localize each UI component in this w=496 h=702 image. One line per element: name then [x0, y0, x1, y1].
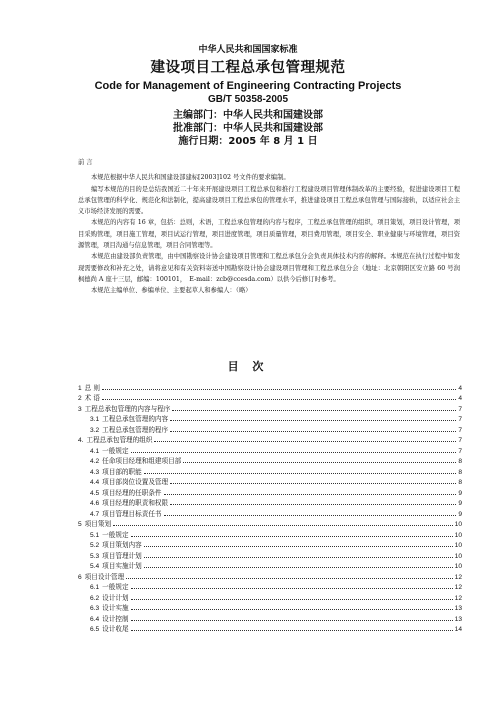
- toc-entry-page: 14: [454, 626, 462, 633]
- toc-entry-label: 设计实施: [102, 604, 129, 612]
- toc-dot-leader: [113, 524, 453, 526]
- preface-paragraph: 本规范由建设部负责管理，由中国勘察设计协会建设项目管理和工程总承包分会负责具体技术内容的解释。本规范在执行过程中如发现需要修改和补充之处，请将意见和有关资料寄送中国勘察设计协会建设项目管理和工程总承包分会（地址：北京朝阳区安立路 60 号润枫德尚 A 座十三层，邮编：100101， E-mail：zcb@ccesda.com）以供今后修订时参考。: [78, 253, 460, 283]
- toc-entry-number: 4.7: [90, 510, 100, 518]
- toc-dot-leader: [170, 482, 456, 484]
- toc-dot-leader: [144, 556, 453, 558]
- toc-entry-number: 5.2: [90, 542, 100, 549]
- toc-dot-leader: [170, 503, 456, 505]
- toc-entry-label: 项目经理的任职条件: [102, 488, 162, 497]
- toc-entry[interactable]: [78, 434, 462, 445]
- toc-entry-number: 4.6: [90, 500, 100, 507]
- toc-entry[interactable]: [78, 507, 462, 518]
- toc-entry-label: 任命项目经理和组建项目部: [102, 457, 182, 465]
- toc-entry-page: 7: [458, 447, 462, 455]
- toc-dot-leader: [164, 493, 457, 495]
- toc-entry-page: 13: [454, 605, 462, 612]
- toc-entry-page: 12: [454, 594, 462, 602]
- toc-entry-number: 4.2: [90, 458, 100, 465]
- toc-entry-page: 12: [454, 584, 462, 591]
- toc-entry-number: 6: [78, 573, 82, 581]
- toc-entry-number: 4.: [78, 437, 84, 444]
- standard-code: GB/T 50358-2005: [207, 94, 289, 105]
- standard-label: 中华人民共和国国家标准: [198, 45, 298, 55]
- toc-entry-page: 4: [458, 395, 462, 402]
- toc-entry[interactable]: [78, 476, 462, 487]
- toc-entry-page: 8: [458, 458, 462, 465]
- toc-entry-page: 7: [458, 426, 462, 434]
- toc-entry[interactable]: [78, 623, 462, 634]
- toc-dot-leader: [164, 514, 457, 516]
- toc-entry[interactable]: [78, 581, 462, 592]
- toc-entry-page: 8: [458, 479, 462, 486]
- toc-entry-number: 5.4: [90, 563, 100, 570]
- toc-dot-leader: [172, 409, 456, 411]
- table-of-contents: [78, 381, 462, 633]
- toc-entry-label: 项目设计管理: [84, 572, 125, 581]
- toc-entry-number: 6.3: [90, 605, 100, 612]
- toc-entry[interactable]: [78, 591, 462, 602]
- toc-dot-leader: [144, 545, 453, 547]
- toc-entry[interactable]: [78, 570, 462, 581]
- toc-title: 目 次: [227, 360, 269, 373]
- approver-department: 批准部门：中华人民共和国建设部: [173, 123, 323, 134]
- toc-dot-leader: [131, 608, 453, 610]
- toc-entry-number: 6.4: [90, 615, 100, 623]
- toc-dot-leader: [144, 472, 457, 474]
- toc-entry-number: 4.5: [90, 489, 100, 497]
- toc-entry-label: 工程总承包管理的程序: [102, 425, 169, 434]
- toc-entry[interactable]: [78, 528, 462, 539]
- toc-entry-label: 项目策划内容: [102, 541, 142, 549]
- toc-entry-page: 9: [458, 489, 462, 497]
- toc-dot-leader: [170, 430, 456, 432]
- toc-entry-label: 项目管理计划: [102, 551, 142, 560]
- toc-entry-number: 1: [78, 384, 82, 392]
- toc-entry-page: 10: [454, 563, 462, 570]
- toc-entry[interactable]: [78, 444, 462, 455]
- toc-entry-number: 6.1: [90, 584, 100, 591]
- toc-entry[interactable]: [78, 486, 462, 497]
- toc-entry-number: 6.2: [90, 594, 100, 602]
- toc-entry-page: 10: [454, 552, 462, 560]
- toc-entry-label: 总 则: [84, 383, 100, 392]
- preface-paragraph: 本规范根据中华人民共和国建设部建标[2003]102 号文件的要求编制。: [91, 174, 290, 182]
- toc-entry-label: 工程总承包管理的组织: [86, 436, 153, 444]
- preface-paragraph: 本规范的内容有 16 章，包括：总则，术语，工程总承包管理的内容与程序，工程总承包管理的组织，项目策划，项目设计管理，项目采购管理，项目施工管理，项目试运行管理，项目进度管理，项目质量管理，项目费用管理，项目安全、职业健康与环境管理，项目资源管理，项目沟通与信息管理，项目合同管理等。: [78, 219, 460, 250]
- toc-entry[interactable]: [78, 392, 462, 403]
- toc-entry-number: 3.2: [90, 426, 100, 434]
- toc-entry-number: 3: [78, 405, 82, 413]
- toc-dot-leader: [131, 451, 457, 453]
- toc-entry-label: 设计收尾: [102, 625, 129, 633]
- toc-dot-leader: [126, 577, 452, 579]
- toc-entry[interactable]: [78, 381, 462, 392]
- toc-entry[interactable]: [78, 539, 462, 550]
- toc-dot-leader: [131, 535, 453, 537]
- toc-entry-label: 一般规定: [102, 583, 129, 591]
- toc-entry[interactable]: [78, 455, 462, 466]
- toc-entry-label: 项目管理目标责任书: [102, 509, 162, 518]
- effective-date: 施行日期：2005 年 8 月 1 日: [178, 136, 318, 147]
- preface-section: [78, 157, 460, 297]
- toc-entry-page: 9: [458, 500, 462, 507]
- toc-entry-page: 13: [454, 615, 462, 623]
- toc-entry-label: 项目部的职能: [102, 467, 142, 476]
- toc-dot-leader: [102, 388, 456, 390]
- toc-entry-label: 工程总承包管理的内容: [102, 415, 169, 423]
- toc-entry-page: 10: [454, 542, 462, 549]
- toc-dot-leader: [170, 419, 456, 421]
- toc-dot-leader: [131, 587, 453, 589]
- toc-entry-number: 5.1: [90, 531, 100, 539]
- toc-entry-page: 9: [458, 510, 462, 518]
- toc-entry[interactable]: [78, 549, 462, 560]
- preface-heading: 前 言: [78, 159, 93, 166]
- toc-entry[interactable]: [78, 560, 462, 571]
- toc-entry-number: 6.5: [90, 626, 100, 633]
- toc-entry-page: 7: [458, 405, 462, 413]
- toc-dot-leader: [131, 619, 453, 621]
- toc-entry-number: 4.1: [90, 447, 100, 455]
- toc-entry[interactable]: [78, 423, 462, 434]
- toc-entry-number: 5.3: [90, 552, 100, 560]
- english-title: Code for Management of Engineering Contracting Projects: [94, 80, 402, 92]
- toc-entry-number: 3.1: [90, 416, 100, 423]
- toc-entry-page: 8: [458, 468, 462, 476]
- toc-entry-label: 一般规定: [102, 446, 129, 455]
- document-title: 建设项目工程总承包管理规范: [150, 60, 346, 76]
- toc-dot-leader: [183, 461, 456, 463]
- toc-entry-number: 4.4: [90, 479, 100, 486]
- toc-entry[interactable]: [78, 518, 462, 529]
- toc-entry-label: 项目实施计划: [102, 562, 142, 570]
- toc-entry-page: 12: [454, 573, 462, 581]
- toc-entry-label: 项目部岗位设置及管理: [102, 478, 169, 486]
- toc-entry-number: 2: [78, 395, 82, 402]
- toc-entry-page: 10: [454, 521, 462, 528]
- toc-dot-leader: [131, 598, 453, 600]
- toc-entry[interactable]: [78, 602, 462, 613]
- toc-dot-leader: [131, 629, 453, 631]
- toc-entry-label: 工程总承包管理的内容与程序: [84, 404, 171, 413]
- toc-entry-number: 5: [78, 521, 82, 528]
- toc-entry-label: 项目经理的职责和权限: [102, 499, 169, 507]
- toc-dot-leader: [102, 398, 456, 400]
- toc-dot-leader: [154, 440, 456, 442]
- toc-entry[interactable]: [78, 413, 462, 424]
- toc-entry-page: 7: [458, 437, 462, 444]
- preface-paragraph: 本规范主编单位、参编单位、主要起草人和参编人：（略）: [91, 287, 252, 295]
- toc-entry-page: 10: [454, 531, 462, 539]
- toc-entry-number: 4.3: [90, 468, 100, 476]
- toc-dot-leader: [144, 566, 453, 568]
- toc-entry-label: 项目策划: [84, 520, 112, 528]
- toc-entry-label: 一般规定: [102, 530, 129, 539]
- toc-entry-label: 术 语: [84, 394, 100, 402]
- toc-entry[interactable]: [78, 612, 462, 623]
- toc-entry-label: 设计计划: [102, 593, 129, 602]
- toc-entry[interactable]: [78, 497, 462, 508]
- editor-department: 主编部门：中华人民共和国建设部: [173, 110, 323, 121]
- toc-entry[interactable]: [78, 402, 462, 413]
- toc-entry[interactable]: [78, 465, 462, 476]
- preface-paragraph: 编写本规范的目的是总结我国近二十年来开展建设项目工程总承包和推行工程建设项目管理体制改革的主要经验，促进建设项目工程总承包管理的科学化、规范化和法制化，提高建设项目工程总承包的管理水平，推进建设项目工程总承包管理与国际接轨，以适应社会主义市场经济发展的需要。: [78, 185, 460, 216]
- toc-entry-label: 设计控制: [102, 614, 129, 623]
- toc-entry-page: 4: [458, 384, 462, 392]
- toc-entry-page: 7: [458, 416, 462, 423]
